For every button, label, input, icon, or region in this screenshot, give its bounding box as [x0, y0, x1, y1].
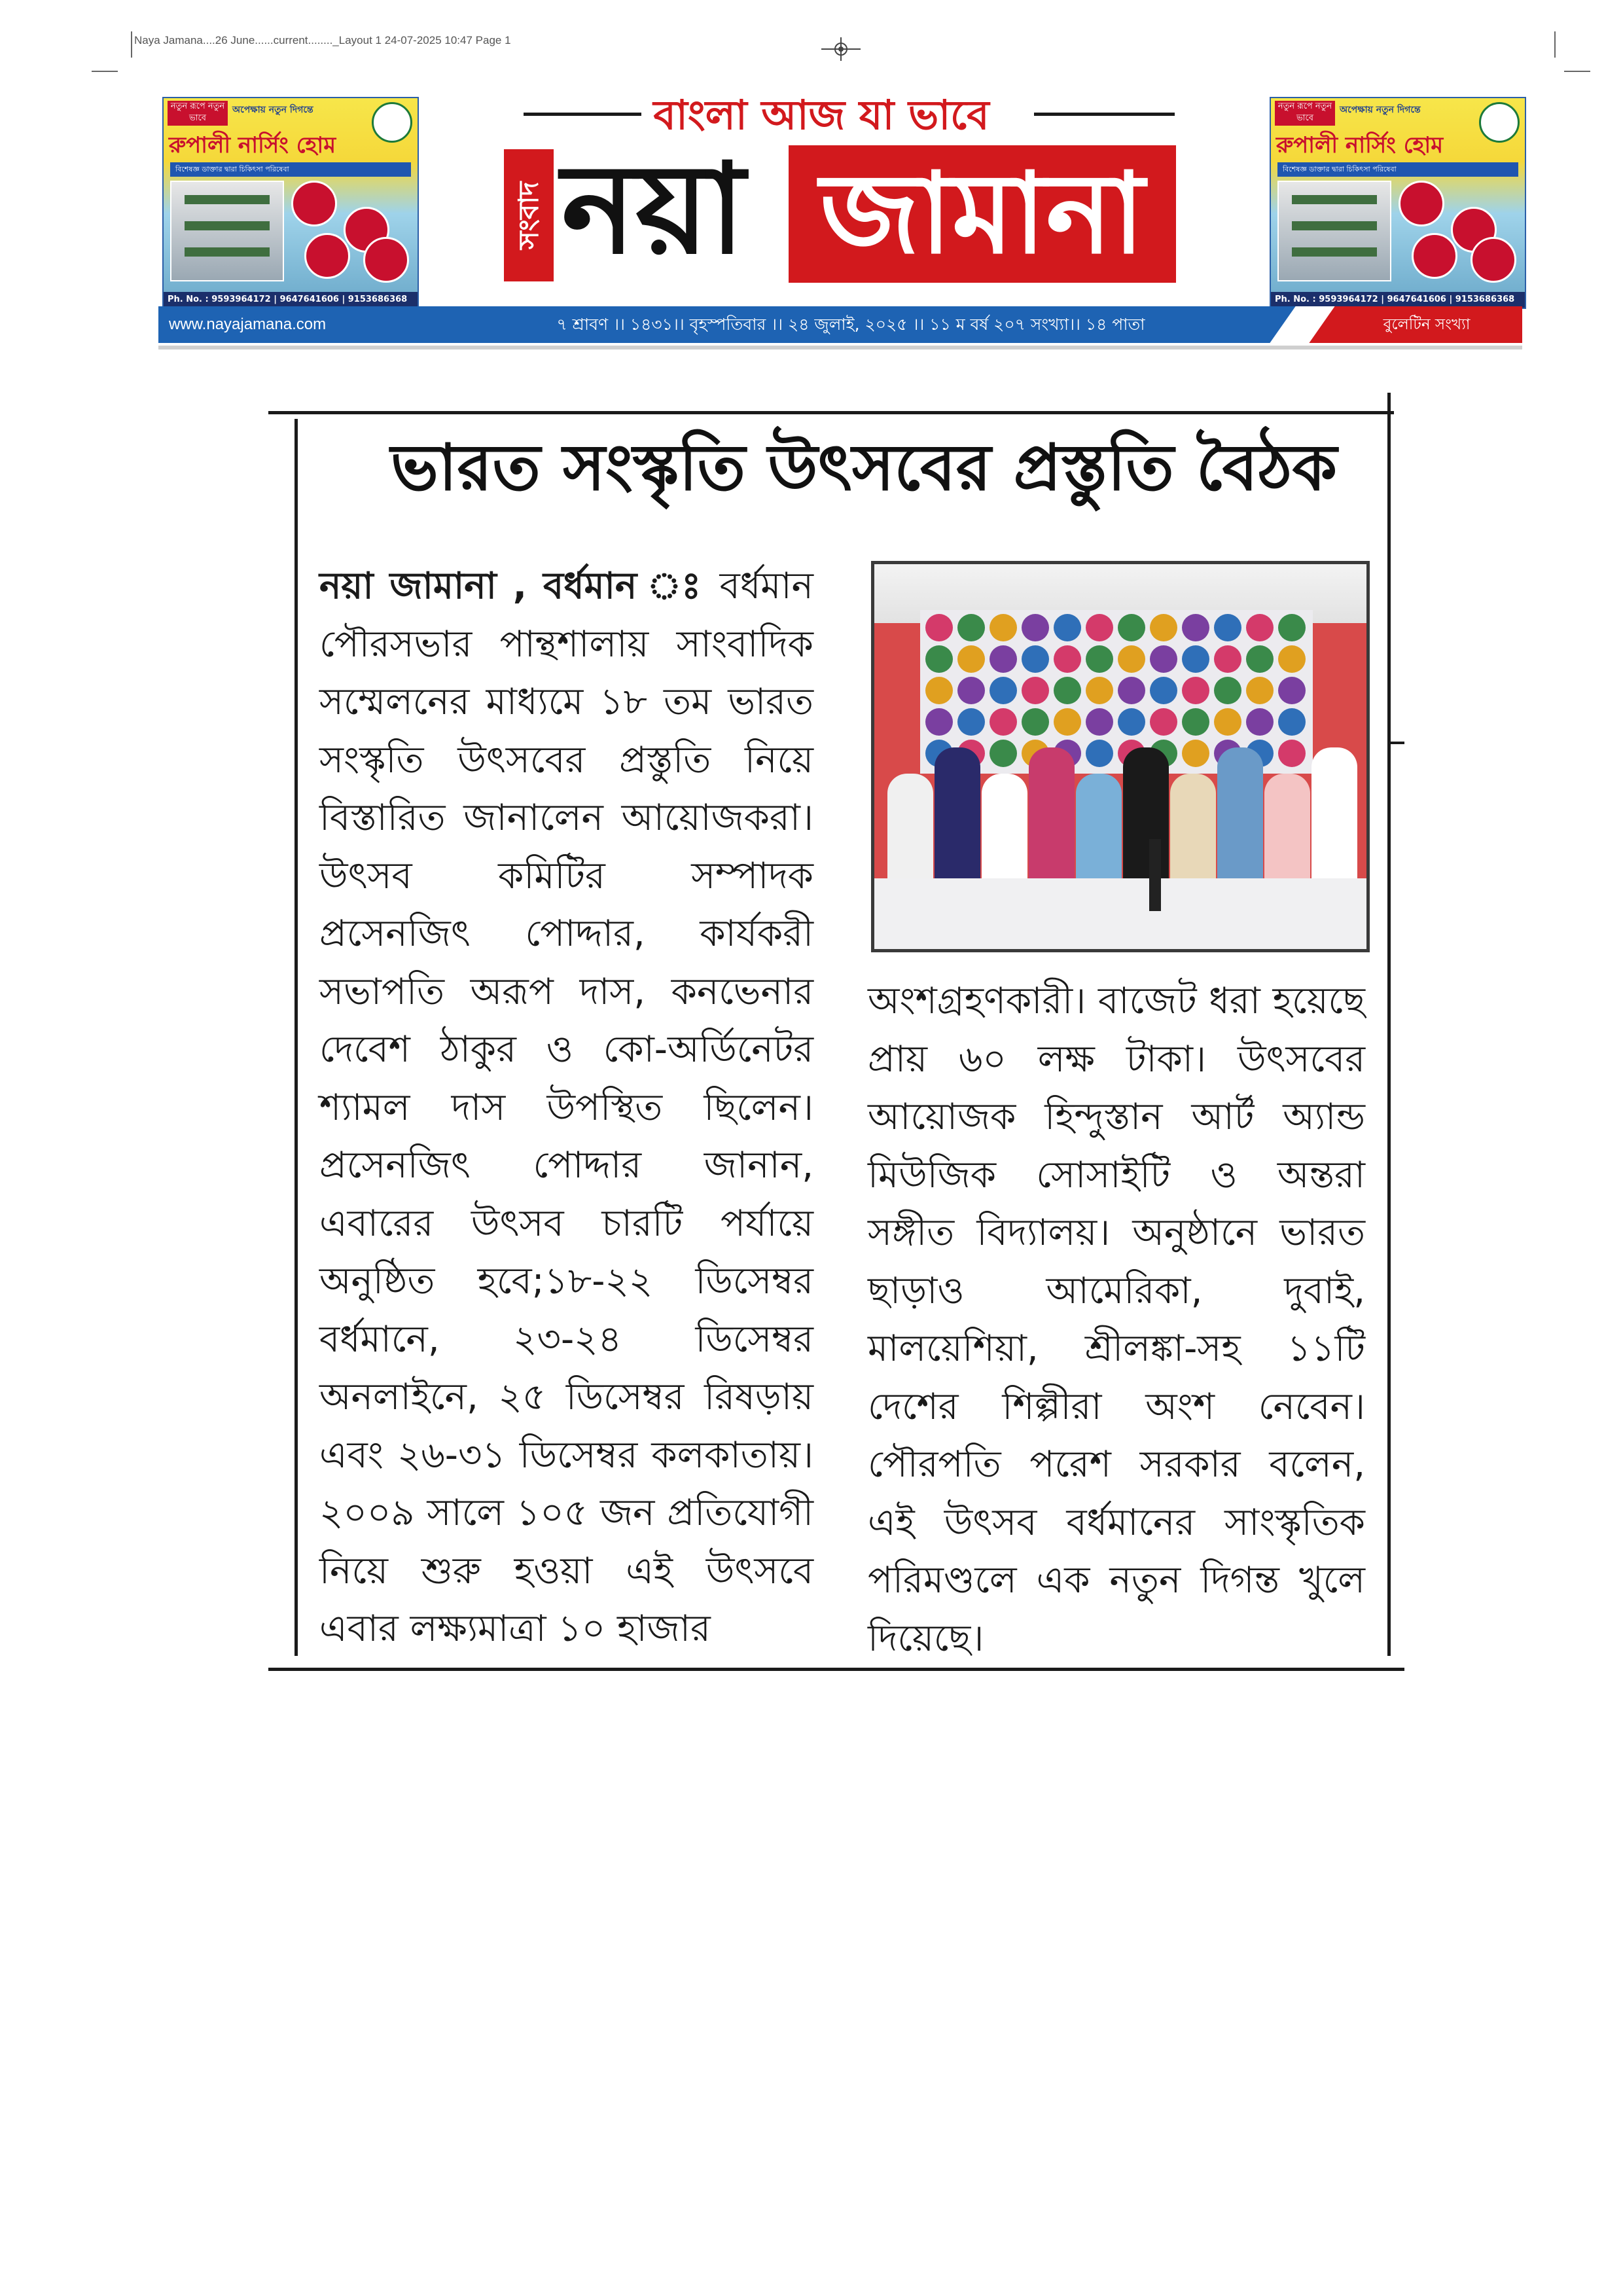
edition-label: বুলেটিন সংখ্যা [1383, 316, 1471, 333]
article-byline: নয়া জামানা , বর্ধমান ঃ [319, 565, 705, 607]
hospital-logo-icon [372, 102, 412, 143]
ad-tag: নতুন রূপে নতুন ভাবে [168, 101, 228, 126]
article-tick [1387, 742, 1404, 744]
article-top-rule [268, 411, 1394, 414]
tagline-rule-right [1034, 113, 1175, 116]
dateline-underline [158, 346, 1522, 350]
ad-name: রুপালী নার্সিং হোম [169, 132, 336, 158]
ad-subtag: অপেক্ষায় নতুন দিগন্তে [1340, 105, 1421, 115]
article-right-rule [1387, 393, 1391, 1656]
ad-name: রুপালী নার্সিং হোম [1276, 132, 1444, 158]
ad-tag: নতুন রূপে নতুন ভাবে [1275, 101, 1335, 126]
article-column-2 [868, 973, 1365, 1668]
ad-bubbles [291, 181, 411, 279]
ad-phone: Ph. No. : 9593964172 | 9647641606 | 9153686368 [1271, 292, 1526, 308]
building-image [1277, 181, 1391, 281]
ad-right [1270, 97, 1526, 309]
article-left-rule [294, 419, 298, 1656]
ad-subtag: অপেক্ষায় নতুন দিগন্তে [232, 105, 313, 115]
ad-phone: Ph. No. : 9593964172 | 9647641606 | 9153686368 [164, 292, 419, 308]
ad-left [162, 97, 419, 309]
crop-mark [92, 71, 118, 72]
crop-mark [131, 31, 132, 58]
building-image [170, 181, 284, 281]
website-url: www.nayajamana.com [169, 315, 327, 333]
hospital-logo-icon [1479, 102, 1520, 143]
issue-date: ৭ শ্রাবণ ।। ১৪৩১।। বৃহস্পতিবার ।। ২৪ জুলাই, ২০২৫ ।। ১১ ম বর্ষ ২০৭ সংখ্যা।। ১৪ পাতা [556, 315, 1145, 334]
masthead-sangbad: সংবাদ [512, 181, 544, 249]
article-headline: ভারত সংস্কৃতি উৎসবের প্রস্তুতি বৈঠক [390, 431, 1338, 505]
ad-strip: বিশেষজ্ঞ ডাক্তার দ্বারা চিকিৎসা পরিষেবা [170, 162, 411, 177]
ad-strip: বিশেষজ্ঞ ডাক্তার দ্বারা চিকিৎসা পরিষেবা [1277, 162, 1518, 177]
article-bottom-rule [268, 1668, 1404, 1671]
article-column-1 [319, 558, 813, 1659]
crop-mark [1564, 71, 1590, 72]
crop-mark [1554, 31, 1556, 58]
masthead-title-naya: নয়া [562, 137, 745, 281]
ad-bubbles [1399, 181, 1518, 279]
article-photo [871, 561, 1370, 952]
article-body-2: অংশগ্রহণকারী। বাজেট ধরা হয়েছে প্রায় ৬০ লক্ষ টাকা। উৎসবের আয়োজক হিন্দুস্তান আর্ট অ্যান্ড মিউজিক সোসাইটি ও অন্তরা সঙ্গীত বিদ্যালয়। অনুষ্ঠানে ভারত ছাড়াও আমেরিকা, দুবাই, মালয়েশিয়া, শ্রীলঙ্কা-সহ ১১টি দেশের শিল্পীরা অংশ নেবেন। পৌরপতি পরেশ সরকার বলেন, এই উৎসব বর্ধমানের সাংস্কৃতিক পরিমণ্ডলে এক নতুন দিগন্ত খুলে দিয়েছে। [868, 980, 1365, 1660]
masthead-tagline: বাংলা আজ যা ভাবে [653, 91, 990, 139]
registration-mark-icon [821, 36, 861, 62]
article-body-1: বর্ধমান পৌরসভার পান্থশালায় সাংবাদিক সম্মেলনের মাধ্যমে ১৮ তম ভারত সংস্কৃতি উৎসবের প্রস্তুতি নিয়ে বিস্তারিত জানালেন আয়োজকরা। উৎসব কমিটির সম্পাদক প্রসেনজিৎ পোদ্দার, কার্যকরী সভাপতি অরূপ দাস, কনভেনার দেবেশ ঠাকুর ও কো-অর্ডিনেটর শ্যামল দাস উপস্থিত ছিলেন। প্রসেনজিৎ পোদ্দার জানান, এবারের উৎসব চারটি পর্যায়ে অনুষ্ঠিত হবে;১৮-২২ ডিসেম্বর বর্ধমানে, ২৩-২৪ ডিসেম্বর অনলাইনে, ২৫ ডিসেম্বর রিষড়ায় এবং ২৬-৩১ ডিসেম্বর কলকাতায়। ২০০৯ সালে ১০৫ জন প্রতিযোগী নিয়ে শুরু হওয়া এই উৎসবে এবার লক্ষ্যমাত্রা ১০ হাজার [319, 565, 813, 1650]
print-slug: Naya Jamana....26 June......current........_Layout 1 24-07-2025 10:47 Page 1 [134, 34, 511, 46]
masthead-title-jamana: জামানা [820, 149, 1145, 279]
